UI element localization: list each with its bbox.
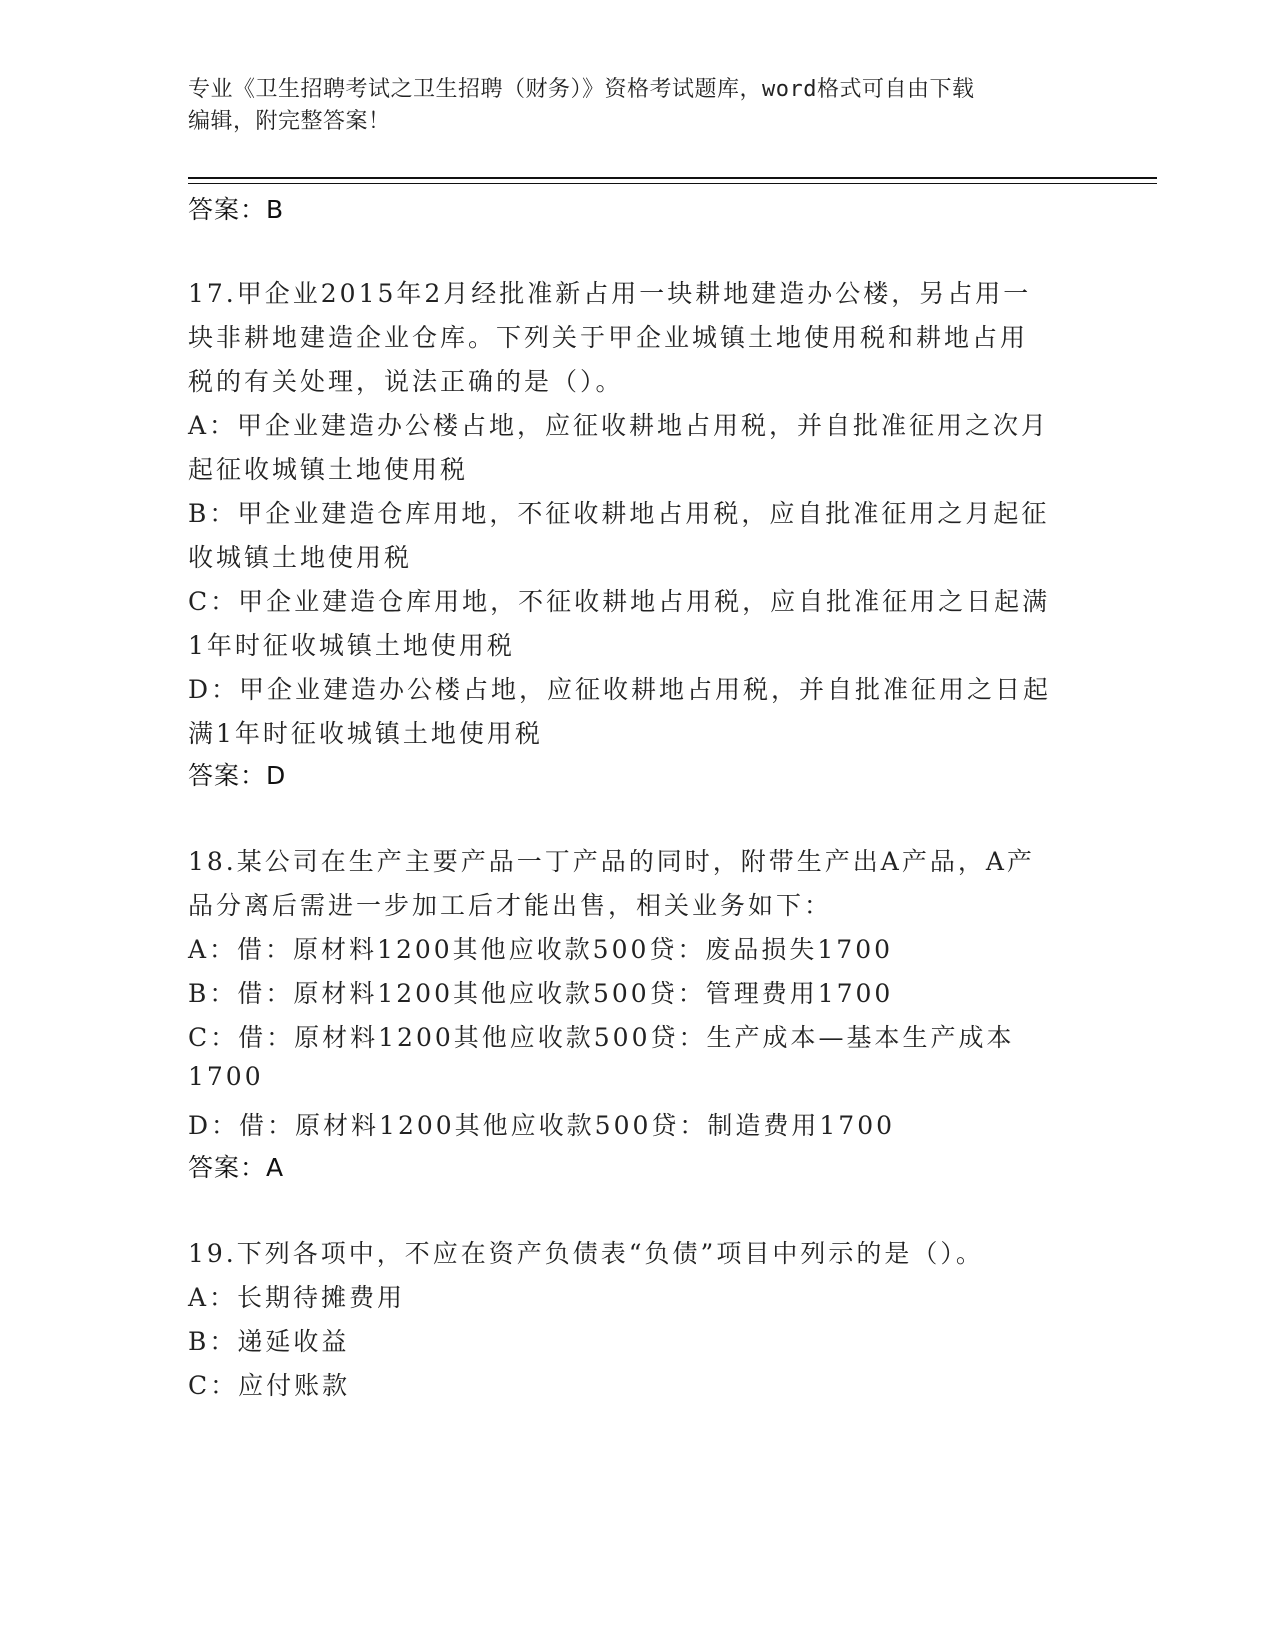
q17-stem-line-3: 税的有关处理，说法正确的是（）。 [188,367,624,396]
q19-option-a: A：长期待摊费用 [188,1283,406,1312]
q18-stem-line-2: 品分离后需进一步加工后才能出售，相关业务如下： [188,891,833,920]
q17-answer: 答案：D [188,761,287,790]
header-line-1: 专业《卫生招聘考试之卫生招聘（财务）》资格考试题库，word格式可自由下载 [188,77,975,102]
q18-stem-line-1: 18.某公司在生产主要产品一丁产品的同时，附带生产出A产品，A产 [188,847,1035,876]
q19-stem-line-1: 19.下列各项中，不应在资产负债表“负债”项目中列示的是（）。 [188,1239,984,1268]
q19-option-c: C：应付账款 [188,1371,351,1400]
q17-option-a-line-2: 起征收城镇土地使用税 [188,455,469,484]
q18-option-a: A：借：原材料1200其他应收款500贷：废品损失1700 [188,935,894,964]
q18-answer: 答案：A [188,1153,285,1182]
answer-previous: 答案：B [188,195,285,224]
q17-option-c-line-2: 1年时征收城镇土地使用税 [188,631,515,660]
q17-option-d-line-1: D：甲企业建造办公楼占地，应征收耕地占用税，并自批准征用之日起 [188,675,1052,704]
q18-option-d: D：借：原材料1200其他应收款500贷：制造费用1700 [188,1111,896,1140]
q17-stem-line-2: 块非耕地建造企业仓库。下列关于甲企业城镇土地使用税和耕地占用 [188,323,1029,352]
header-divider-thick [188,177,1157,179]
q17-option-d-line-2: 满1年时征收城镇土地使用税 [188,719,543,748]
q18-option-b: B：借：原材料1200其他应收款500贷：管理费用1700 [188,979,894,1008]
q17-option-c-line-1: C：甲企业建造仓库用地，不征收耕地占用税，应自批准征用之日起满 [188,587,1051,616]
q17-stem-line-1: 17.甲企业2015年2月经批准新占用一块耕地建造办公楼，另占用一 [188,279,1032,308]
q18-option-c-line-2: 1700 [188,1062,264,1091]
header-divider-thin [188,183,1157,184]
header-line-2: 编辑，附完整答案！ [188,109,391,134]
q17-option-b-line-1: B：甲企业建造仓库用地，不征收耕地占用税，应自批准征用之月起征 [188,499,1050,528]
q17-option-b-line-2: 收城镇土地使用税 [188,543,413,572]
q19-option-b: B：递延收益 [188,1327,350,1356]
document-header [188,74,1068,138]
q17-option-a-line-1: A：甲企业建造办公楼占地，应征收耕地占用税，并自批准征用之次月 [188,411,1050,440]
q18-option-c-line-1: C：借：原材料1200其他应收款500贷：生产成本—基本生产成本 [188,1023,1015,1052]
